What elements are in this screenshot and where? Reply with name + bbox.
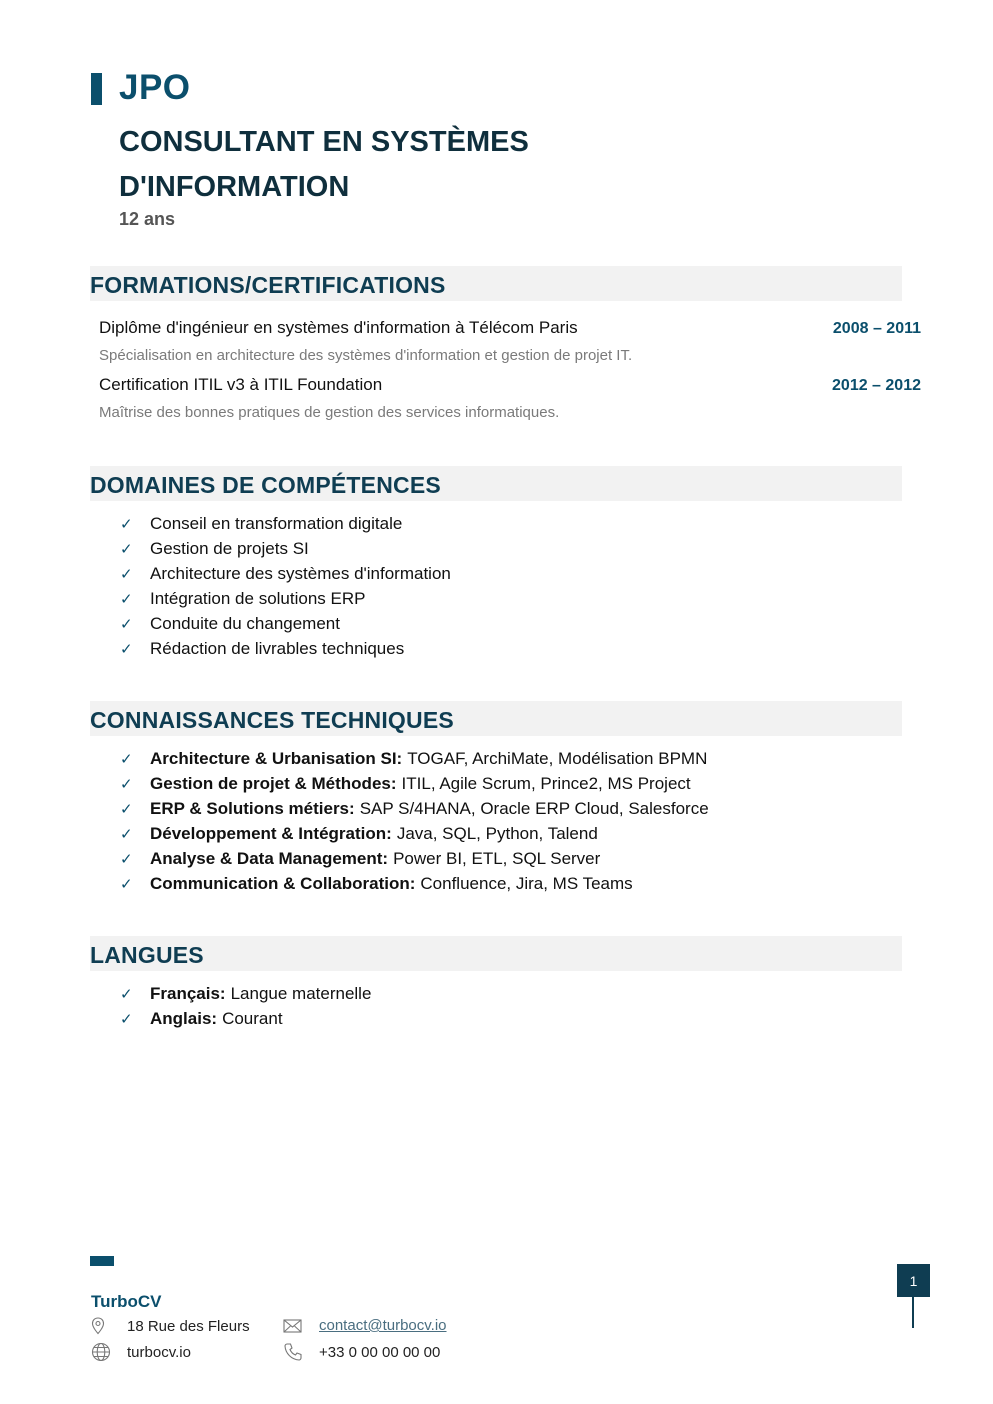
check-icon: ✓: [120, 850, 133, 868]
candidate-name: JPO: [119, 68, 191, 107]
competences-list: [120, 511, 451, 661]
skill-value: Power BI, ETL, SQL Server: [393, 848, 601, 868]
mail-icon: [283, 1318, 319, 1334]
education-dates: 2008 – 2011: [832, 320, 921, 337]
email-link[interactable]: contact@turbocv.io: [319, 1317, 447, 1334]
phone-text: +33 0 00 00 00 00: [319, 1343, 441, 1361]
skill-value: TOGAF, ArchiMate, Modélisation BPMN: [407, 748, 708, 768]
contact-website: [91, 1342, 191, 1362]
skill-label: Développement & Intégration:: [150, 823, 392, 843]
competence-text: Conduite du changement: [150, 613, 340, 633]
check-icon: ✓: [120, 615, 133, 633]
skill-value: Confluence, Jira, MS Teams: [420, 873, 633, 893]
page-number: 1: [897, 1264, 930, 1297]
langues-list: [120, 981, 371, 1031]
section-title-formations: FORMATIONS/CERTIFICATIONS: [90, 272, 446, 298]
skill-label: Gestion de projet & Méthodes:: [150, 773, 397, 793]
section-title-langues: LANGUES: [90, 942, 204, 968]
education-description: Maîtrise des bonnes pratiques de gestion des services informatiques.: [99, 404, 560, 421]
list-item: [120, 981, 371, 1006]
check-icon: ✓: [120, 640, 133, 658]
contact-email: [283, 1317, 447, 1334]
name-accent-bar: [91, 73, 102, 105]
check-icon: ✓: [120, 590, 133, 608]
check-icon: ✓: [120, 515, 133, 533]
skill-label: Communication & Collaboration:: [150, 873, 416, 893]
education-dates: 2012 – 2012: [832, 377, 921, 394]
section-title-techniques: CONNAISSANCES TECHNIQUES: [90, 707, 454, 733]
check-icon: ✓: [120, 1010, 133, 1028]
skill-value: ITIL, Agile Scrum, Prince2, MS Project: [401, 773, 691, 793]
competence-text: Gestion de projets SI: [150, 538, 309, 558]
list-item: [120, 821, 709, 846]
location-pin-icon: [91, 1317, 127, 1335]
section-header-competences: [90, 466, 902, 501]
check-icon: ✓: [120, 540, 133, 558]
list-item: [120, 586, 451, 611]
check-icon: ✓: [120, 565, 133, 583]
education-item: [99, 318, 921, 364]
section-title-competences: DOMAINES DE COMPÉTENCES: [90, 472, 441, 498]
language-label: Anglais:: [150, 1008, 218, 1028]
check-icon: ✓: [120, 750, 133, 768]
list-item: [120, 771, 709, 796]
list-item: [120, 796, 709, 821]
list-item: [120, 536, 451, 561]
check-icon: ✓: [120, 800, 133, 818]
list-item: [120, 636, 451, 661]
list-item: [120, 511, 451, 536]
skill-value: SAP S/4HANA, Oracle ERP Cloud, Salesforce: [359, 798, 709, 818]
check-icon: ✓: [120, 775, 133, 793]
list-item: [120, 846, 709, 871]
competence-text: Architecture des systèmes d'information: [150, 563, 451, 583]
check-icon: ✓: [120, 875, 133, 893]
section-header-langues: [90, 936, 902, 971]
list-item: [120, 561, 451, 586]
list-item: [120, 611, 451, 636]
competence-text: Conseil en transformation digitale: [150, 513, 403, 533]
list-item: [120, 746, 709, 771]
footer-brand: TurboCV: [91, 1292, 162, 1311]
page-number-line: [912, 1297, 914, 1328]
language-level: Courant: [222, 1008, 283, 1028]
education-title: Certification ITIL v3 à ITIL Foundation: [99, 375, 383, 394]
footer-accent-mark: [90, 1256, 114, 1266]
check-icon: ✓: [120, 985, 133, 1003]
education-item: [99, 375, 921, 421]
experience-years: 12 ans: [119, 209, 176, 229]
competence-text: Rédaction de livrables techniques: [150, 638, 405, 658]
address-text: 18 Rue des Fleurs: [127, 1317, 250, 1335]
website-text[interactable]: turbocv.io: [127, 1343, 191, 1361]
skill-label: ERP & Solutions métiers:: [150, 798, 355, 818]
list-item: [120, 1006, 371, 1031]
phone-icon: [283, 1342, 319, 1362]
education-title: Diplôme d'ingénieur en systèmes d'information à Télécom Paris: [99, 318, 578, 337]
section-header-formations: [90, 266, 902, 301]
section-header-techniques: [90, 701, 902, 736]
globe-icon: [91, 1342, 127, 1362]
skill-value: Java, SQL, Python, Talend: [396, 823, 598, 843]
techniques-list: [120, 746, 709, 896]
skill-label: Architecture & Urbanisation SI:: [150, 748, 403, 768]
language-label: Français:: [150, 983, 226, 1003]
job-title: CONSULTANT EN SYSTÈMES D'INFORMATION: [119, 126, 529, 203]
skill-label: Analyse & Data Management:: [150, 848, 389, 868]
competence-text: Intégration de solutions ERP: [150, 588, 366, 608]
education-description: Spécialisation en architecture des systèmes d'information et gestion de projet IT.: [99, 347, 633, 364]
contact-address: [91, 1317, 250, 1335]
language-level: Langue maternelle: [230, 983, 372, 1003]
list-item: [120, 871, 709, 896]
check-icon: ✓: [120, 825, 133, 843]
contact-phone: [283, 1342, 440, 1362]
